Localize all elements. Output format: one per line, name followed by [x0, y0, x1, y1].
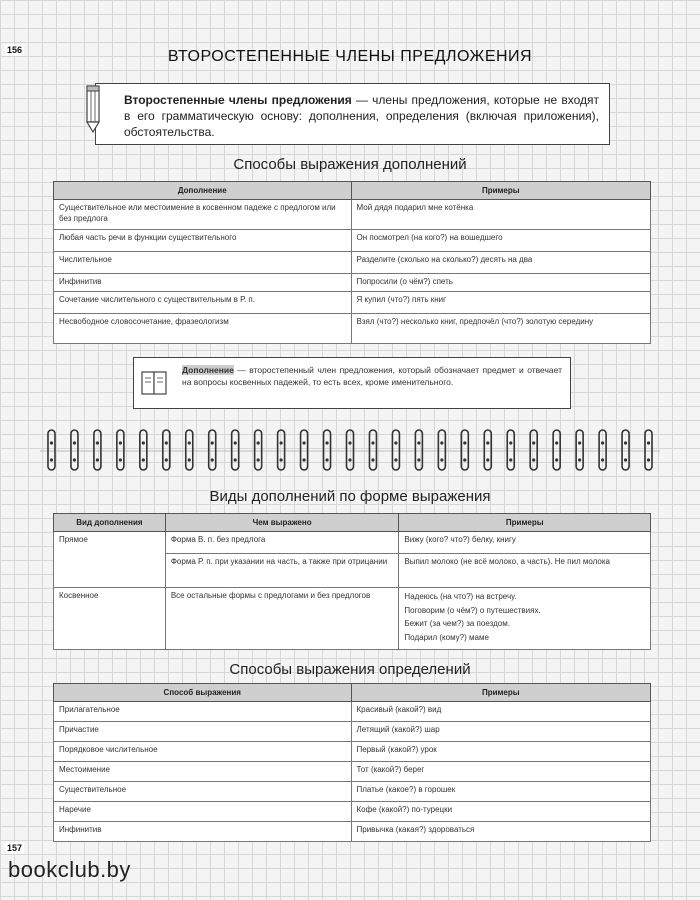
- table-cell: Прилагательное: [54, 702, 352, 722]
- table-row: [54, 588, 651, 650]
- table-cell: Существительное или местоимение в косвенном падеже с предлогом или без предлога: [54, 200, 352, 230]
- table-row: [54, 292, 651, 314]
- spiral-ring: [507, 430, 514, 470]
- spiral-ring: [484, 430, 491, 470]
- spiral-ring: [71, 430, 78, 470]
- table-cell: Выпил молоко (не всё молоко, а часть). Не пил молока: [399, 554, 651, 588]
- pencil-icon: [82, 84, 104, 134]
- spiral-ring: [392, 430, 399, 470]
- col-header-method: Способ выражения: [54, 684, 352, 702]
- table-cell: Форма В. п. без предлога: [165, 532, 399, 554]
- spiral-ring: [255, 430, 262, 470]
- example-line: Надеюсь (на что?) на встречу.: [404, 592, 517, 601]
- table-cell: Он посмотрел (на кого?) на вошедшего: [351, 230, 650, 252]
- col-header-examples: Примеры: [399, 514, 651, 532]
- spiral-ring: [369, 430, 376, 470]
- spiral-ring: [438, 430, 445, 470]
- col-header-examples: Примеры: [351, 182, 650, 200]
- table-cell: Взял (что?) несколько книг, предпочёл (что?) золотую середину: [351, 314, 650, 344]
- spiral-ring: [186, 430, 193, 470]
- spiral-ring: [232, 430, 239, 470]
- table-row: [54, 722, 651, 742]
- definition2-term: Дополнение: [182, 365, 234, 375]
- table-row: [54, 742, 651, 762]
- objects-expression-table: [53, 181, 651, 344]
- spiral-ring: [140, 430, 147, 470]
- watermark: bookclub.by: [8, 857, 131, 882]
- spiral-ring: [94, 430, 101, 470]
- table-cell: Форма Р. п. при указании на часть, а также при отрицании: [165, 554, 399, 588]
- table-cell: [399, 588, 651, 650]
- table-cell: Разделите (сколько на сколько?) десять на два: [351, 252, 650, 274]
- table-cell: Вижу (кого? что?) белку, книгу: [399, 532, 651, 554]
- definition-body: — члены предложения, которые не входят в его грамматическую основу: дополнения, определения (включая приложения), обстоятельства.: [124, 93, 599, 139]
- table-cell: Летящий (какой?) шар: [351, 722, 650, 742]
- table-row: [54, 252, 651, 274]
- table-cell: Я купил (что?) пять книг: [351, 292, 650, 314]
- spiral-ring: [461, 430, 468, 470]
- spiral-ring: [163, 430, 170, 470]
- table-row: [54, 822, 651, 842]
- spiral-ring: [599, 430, 606, 470]
- attributes-expression-table: [53, 683, 651, 842]
- table-cell: Местоимение: [54, 762, 352, 782]
- page-number-bottom: 157: [7, 843, 23, 853]
- page-title: ВТОРОСТЕПЕННЫЕ ЧЛЕНЫ ПРЕДЛОЖЕНИЯ: [167, 48, 533, 65]
- table-cell: Существительное: [54, 782, 352, 802]
- object-kinds-table: [53, 513, 651, 650]
- table-cell: Первый (какой?) урок: [351, 742, 650, 762]
- definition-box-object: [133, 357, 571, 409]
- spiral-ring: [576, 430, 583, 470]
- table-cell: Числительное: [54, 252, 352, 274]
- table-row: [54, 702, 651, 722]
- definition-box: [95, 83, 610, 145]
- table-cell: Платье (какое?) в горошек: [351, 782, 650, 802]
- table-cell: Сочетание числительного с существительным в Р. п.: [54, 292, 352, 314]
- table-cell: Наречие: [54, 802, 352, 822]
- spiral-ring: [622, 430, 629, 470]
- table-cell: Несвободное словосочетание, фразеологизм: [54, 314, 352, 344]
- example-text: Мой дядя подарил мне котёнка: [356, 203, 474, 212]
- col-header-examples: Примеры: [351, 684, 650, 702]
- table-row: [54, 532, 651, 554]
- example-line: Подарил (кому?) маме: [404, 632, 489, 642]
- spiral-ring: [301, 430, 308, 470]
- table-cell: Причастие: [54, 722, 352, 742]
- section1-heading: Способы выражения дополнений: [233, 156, 467, 173]
- spiral-ring: [415, 430, 422, 470]
- spiral-binding: [40, 428, 660, 474]
- col-header-how: Чем выражено: [165, 514, 399, 532]
- table-cell: Тот (какой?) берег: [351, 762, 650, 782]
- page-number-top: 156: [7, 45, 23, 55]
- spiral-ring: [530, 430, 537, 470]
- table-cell: [351, 200, 650, 230]
- table-row: [54, 230, 651, 252]
- table-cell: Инфинитив: [54, 274, 352, 292]
- table-row: [54, 762, 651, 782]
- table-cell: Порядковое числительное: [54, 742, 352, 762]
- table-cell: Красивый (какой?) вид: [351, 702, 650, 722]
- spiral-ring: [645, 430, 652, 470]
- section2-heading: Виды дополнений по форме выражения: [209, 488, 491, 505]
- col-header-object: Дополнение: [54, 182, 352, 200]
- definition2-body: — второстепенный член предложения, который обозначает предмет и отвечает на вопросы косвенных падежей, то есть всех, кроме именительного.: [182, 365, 562, 387]
- section3-heading: Способы выражения определений: [229, 661, 471, 678]
- definition-text: [124, 92, 599, 140]
- table-row: [54, 802, 651, 822]
- table-cell: Привычка (какая?) здороваться: [351, 822, 650, 842]
- col-header-kind: Вид дополнения: [54, 514, 166, 532]
- spiral-ring: [278, 430, 285, 470]
- spiral-ring: [347, 430, 354, 470]
- spiral-ring: [117, 430, 124, 470]
- table-row: [54, 200, 651, 230]
- spiral-ring: [553, 430, 560, 470]
- example-line: Бежит (за чем?) за поездом.: [404, 619, 510, 628]
- spiral-ring: [324, 430, 331, 470]
- table-cell: Все остальные формы с предлогами и без предлогов: [165, 588, 399, 650]
- book-icon: [140, 368, 168, 398]
- table-cell: Косвенное: [54, 588, 166, 650]
- table-row: [54, 782, 651, 802]
- definition-term: Второстепенные члены предложения: [124, 93, 352, 107]
- table-cell: Прямое: [54, 532, 166, 588]
- table-cell: Любая часть речи в функции существительного: [54, 230, 352, 252]
- table-row: [54, 274, 651, 292]
- table-cell: Попросили (о чём?) спеть: [351, 274, 650, 292]
- table-row: [54, 314, 651, 344]
- table-cell: Инфинитив: [54, 822, 352, 842]
- example-line: Поговорим (о чём?) о путешествиях.: [404, 605, 541, 615]
- definition2-text: [182, 364, 562, 388]
- table-cell: Кофе (какой?) по-турецки: [351, 802, 650, 822]
- spiral-ring: [209, 430, 216, 470]
- spiral-ring: [48, 430, 55, 470]
